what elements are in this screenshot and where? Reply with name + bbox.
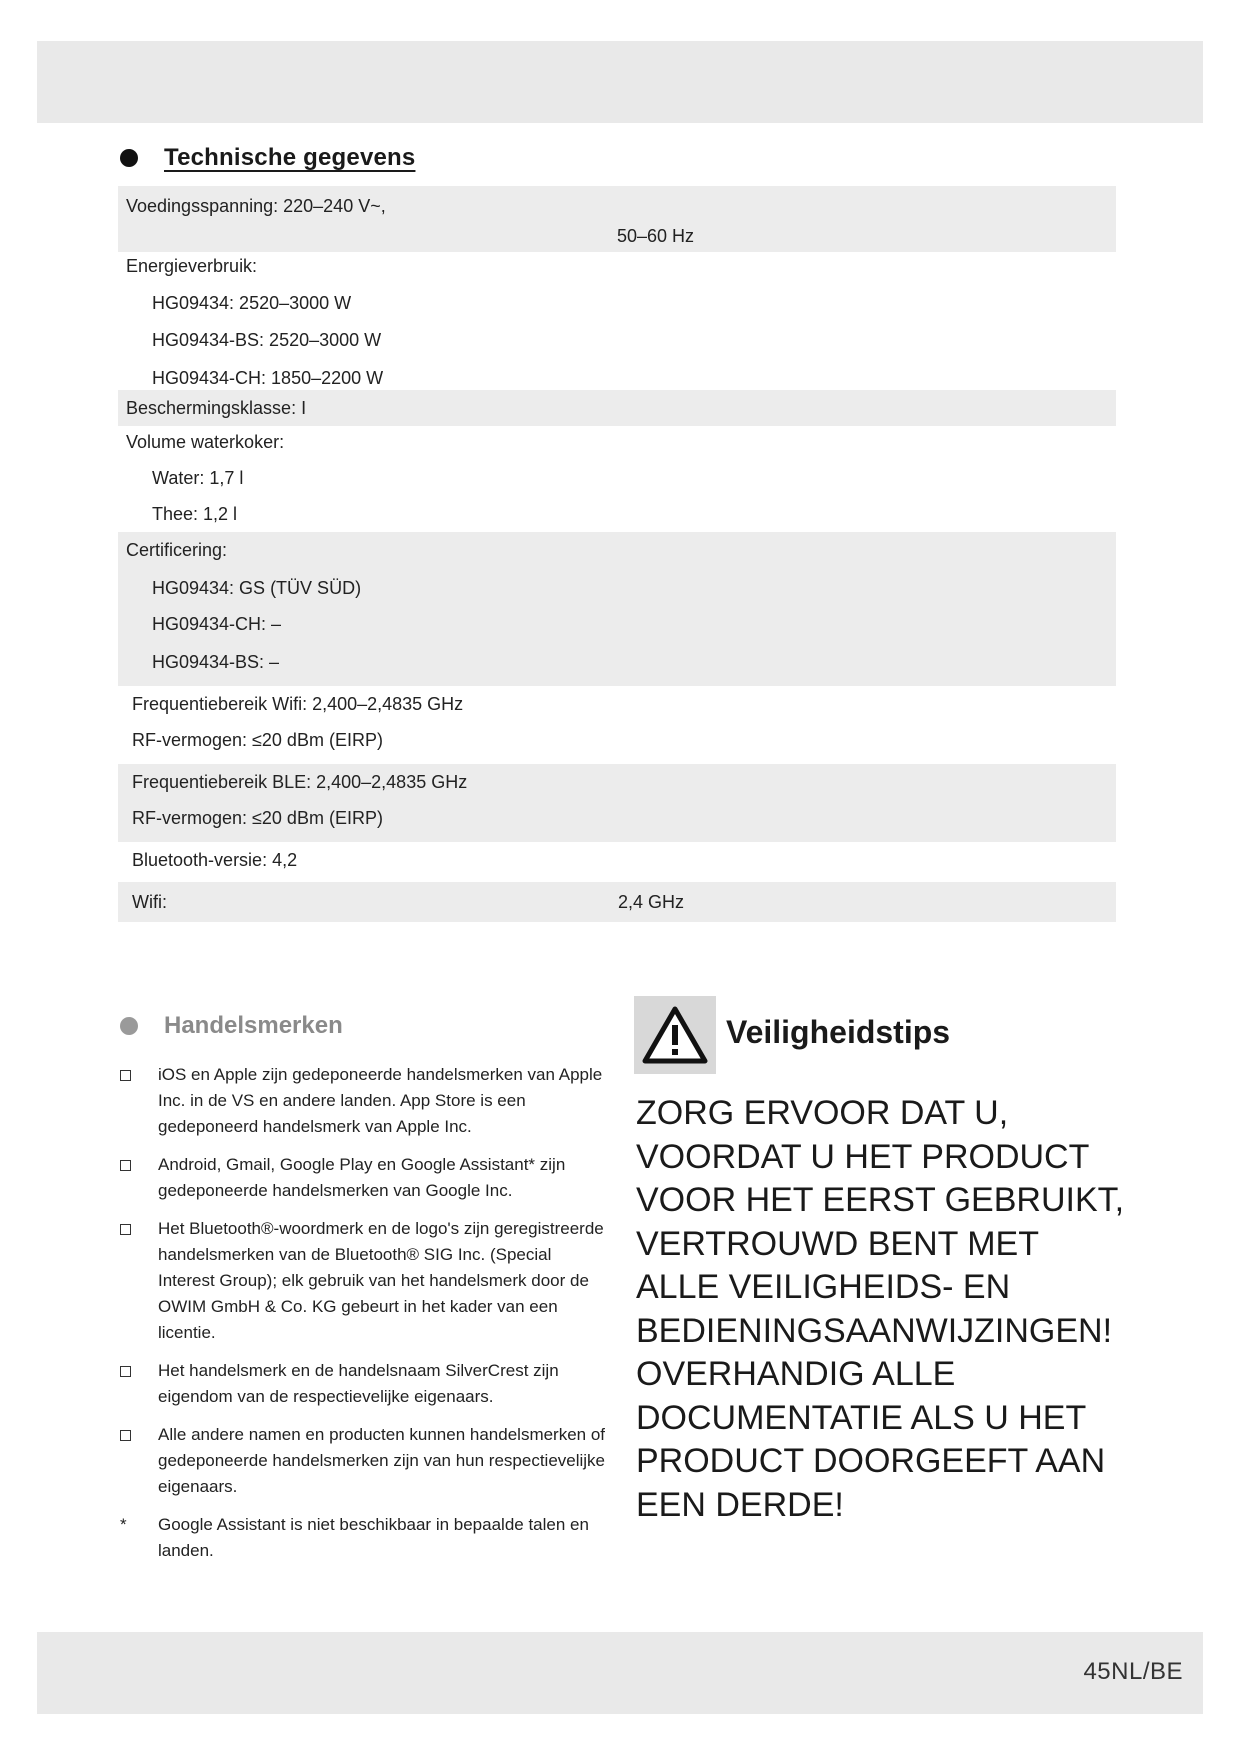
safety-title: Veiligheidstips <box>726 1014 951 1050</box>
wifi-label: Wifi: <box>132 892 167 912</box>
list-item <box>120 1152 610 1204</box>
list-item <box>120 1062 610 1140</box>
volume-label: Volume waterkoker: <box>126 432 285 452</box>
safety-line: VOORDAT U HET PRODUCT <box>636 1137 1090 1176</box>
safety-line: VOOR HET EERST GEBRUIKT, <box>636 1181 1125 1219</box>
ble-rf-power: RF-vermogen: ≤20 dBm (EIRP) <box>132 808 383 828</box>
spec-protection <box>118 390 1116 426</box>
safety-warning-text <box>636 1092 1136 1527</box>
cert-label: Certificering: <box>126 540 228 560</box>
cert-item: HG09434-CH: – <box>152 614 282 634</box>
tech-section-title: Technische gegevens <box>164 144 416 171</box>
checkbox-square-icon <box>120 1160 131 1171</box>
bluetooth-version: Bluetooth-versie: 4,2 <box>132 850 298 870</box>
tech-section-heading <box>120 144 415 172</box>
spec-wifi-band <box>118 882 1116 922</box>
spec-volume <box>118 426 1116 532</box>
safety-line: DOCUMENTATIE ALS U HET <box>636 1398 1087 1437</box>
trademark-text: Alle andere namen en producten kunnen handelsmerken of gedeponeerde handelsmerken zijn van hun respectievelijke eigenaars. <box>158 1425 606 1496</box>
supply-label: Voedingsspanning: 220–240 V~, <box>126 196 386 216</box>
bullet-icon <box>120 1017 138 1035</box>
checkbox-square-icon <box>120 1224 131 1235</box>
safety-line: EEN DERDE! <box>636 1485 844 1524</box>
warning-triangle-icon <box>642 1005 708 1065</box>
trademark-text: Het handelsmerk en de handelsnaam SilverCrest zijn eigendom van de respectievelijke eigenaars. <box>158 1361 559 1406</box>
trademark-text: Android, Gmail, Google Play en Google Assistant* zijn gedeponeerde handelsmerken van Google Inc. <box>158 1155 566 1200</box>
volume-item: Thee: 1,2 l <box>152 504 238 524</box>
checkbox-square-icon <box>120 1366 131 1377</box>
energy-item: HG09434-BS: 2520–3000 W <box>152 330 382 350</box>
trademarks-title: Handelsmerken <box>164 1012 343 1039</box>
safety-line: OVERHANDIG ALLE <box>636 1355 956 1393</box>
list-item <box>120 1422 610 1500</box>
energy-item: HG09434: 2520–3000 W <box>152 293 352 313</box>
trademark-text: iOS en Apple zijn gedeponeerde handelsmerken van Apple Inc. in de VS en andere landen. App Store is een gedeponeerd handelsmerk van Apple Inc. <box>158 1065 603 1136</box>
wifi-frequency: Frequentiebereik Wifi: 2,400–2,4835 GHz <box>132 694 464 714</box>
warning-icon-box <box>634 996 716 1074</box>
spec-energy <box>118 252 1116 390</box>
spec-wifi <box>118 686 1116 764</box>
supply-frequency: 50–60 Hz <box>617 226 695 246</box>
energy-item: HG09434-CH: 1850–2200 W <box>152 368 384 388</box>
safety-line: VERTROUWD BENT MET <box>636 1224 1039 1263</box>
trademarks-heading <box>120 1012 343 1040</box>
list-item <box>120 1358 610 1410</box>
footnote-mark: * <box>120 1515 127 1534</box>
header-band <box>37 41 1203 123</box>
bullet-icon <box>120 149 138 167</box>
checkbox-square-icon <box>120 1430 131 1441</box>
spec-supply <box>118 186 1116 252</box>
safety-line: ZORG ERVOOR DAT U, <box>636 1094 1009 1132</box>
footer-band <box>37 1632 1203 1714</box>
protection-class: Beschermingsklasse: I <box>126 398 307 418</box>
safety-line: PRODUCT DOORGEEFT AAN <box>636 1442 1106 1480</box>
ble-frequency: Frequentiebereik BLE: 2,400–2,4835 GHz <box>132 772 468 792</box>
spec-table <box>118 186 1116 922</box>
safety-line: ALLE VEILIGHEIDS- EN <box>636 1268 1011 1306</box>
wifi-rf-power: RF-vermogen: ≤20 dBm (EIRP) <box>132 730 383 750</box>
volume-item: Water: 1,7 l <box>152 468 244 488</box>
wifi-value: 2,4 GHz <box>618 892 685 912</box>
trademarks-list <box>120 1062 610 1576</box>
spec-bluetooth <box>118 842 1116 882</box>
spec-ble <box>118 764 1116 842</box>
page-number: 45NL/BE <box>1083 1658 1183 1685</box>
spec-certification <box>118 532 1116 686</box>
cert-item: HG09434-BS: – <box>152 652 280 672</box>
checkbox-square-icon <box>120 1070 131 1081</box>
footnote-text: Google Assistant is niet beschikbaar in bepaalde talen en landen. <box>158 1515 589 1560</box>
safety-line: BEDIENINGSAANWIJZINGEN! <box>636 1311 1113 1350</box>
trademark-text: Het Bluetooth®-woordmerk en de logo's zijn geregistreerde handelsmerken van de Bluetooth® SIG Inc. (Special Interest Group); elk gebruik van het handelsmerk door de OWIM GmbH & Co. KG gebeurt in het kader van een licentie. <box>158 1219 604 1342</box>
list-item <box>120 1216 610 1346</box>
footnote <box>120 1512 610 1564</box>
energy-label: Energieverbruik: <box>126 256 258 276</box>
cert-item: HG09434: GS (TÜV SÜD) <box>152 578 362 598</box>
